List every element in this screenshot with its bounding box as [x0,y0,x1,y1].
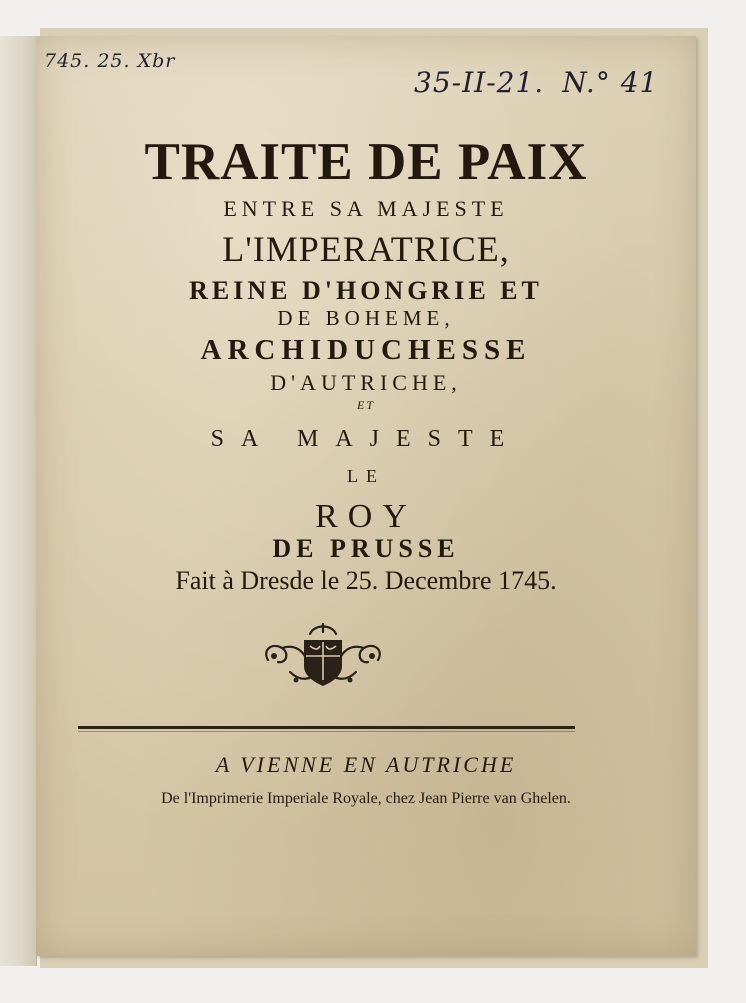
horizontal-rule [78,726,575,729]
shelfmark-number: N.° 41 [562,66,659,99]
shelfmark-text: 35-II-21. [414,66,545,99]
line-sa-majeste: SA MAJESTE [210,426,522,452]
line-autriche: D'AUTRICHE, [270,370,462,395]
line-archiduchesse: ARCHIDUCHESSE [200,334,532,366]
document-title: TRAITE DE PAIX [144,133,588,191]
imprint-printer: De l'Imprimerie Imperiale Royale, chez Jean Pierre van Ghelen. [161,790,571,807]
line-imperatrice: L'IMPERATRICE, [222,229,510,269]
imprint-place: A VIENNE EN AUTRICHE [215,752,517,777]
binding-strip [0,36,37,966]
line-et: ET [356,398,375,412]
handwritten-shelfmark [414,66,658,99]
line-prusse: DE PRUSSE [272,534,460,563]
title-page [36,36,696,956]
line-date: Fait à Dresde le 25. Decembre 1745. [175,566,557,595]
horizontal-rule-shadow [78,731,575,732]
handwritten-note-left: 745. 25. Xbr [44,50,176,72]
line-reine: REINE D'HONGRIE ET [189,276,543,305]
line-roy: ROY [315,498,417,535]
line-entre: ENTRE SA MAJESTE [223,196,509,221]
printer-ornament-icon [260,620,386,692]
line-boheme: DE BOHEME, [277,306,455,330]
line-le: LE [347,466,385,486]
